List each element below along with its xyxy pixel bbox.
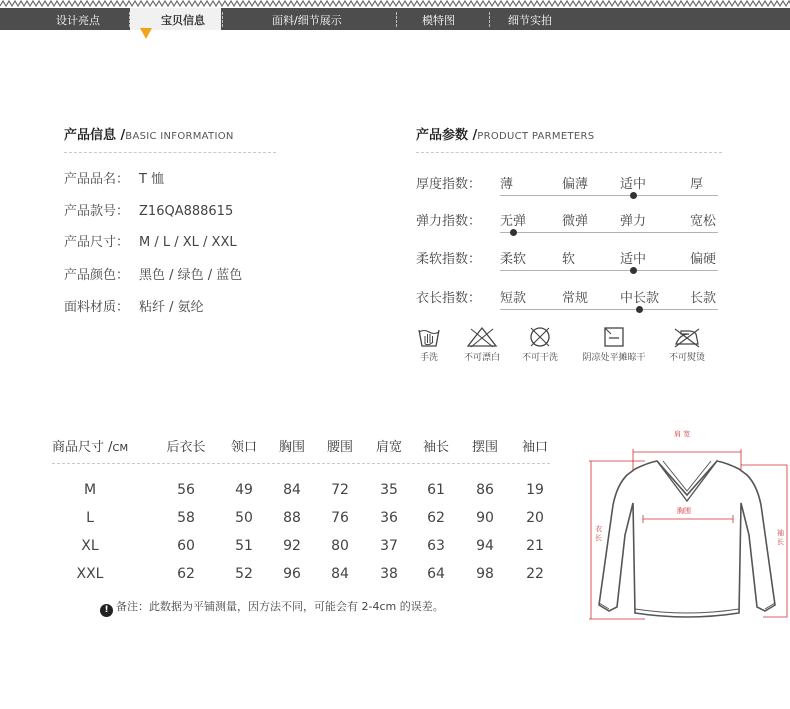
info-value: M / L / XL / XXL [139,235,237,250]
info-row-sizes [64,231,237,250]
size-label: L [86,510,94,526]
basic-info-heading: 产品信息 / [64,128,126,143]
size-column-header: 领口 [230,440,257,455]
param-option: 短款 [500,291,527,306]
param-selected-marker [630,192,637,199]
size-value-cell: 52 [235,566,253,582]
params-heading: 产品参数 / [416,128,478,143]
param-option: 长款 [690,291,717,306]
param-selected-marker [636,306,643,313]
size-value-cell: 86 [476,482,494,498]
shade-flat-dry-icon [603,326,625,348]
size-value-cell: 84 [331,566,349,582]
size-value-cell: 35 [380,482,398,498]
info-row-style-number [64,200,233,219]
size-value-cell: 80 [331,538,349,554]
size-value-cell: 90 [476,510,494,526]
tab-model-photos[interactable]: 模特图 [422,14,455,27]
zigzag-border [0,0,790,8]
size-column-header: 肩宽 [375,440,402,455]
size-column-header: 袖口 [521,440,548,455]
size-unit: CM [112,443,129,454]
divider [64,152,276,153]
param-option: 常规 [562,291,589,306]
info-value: 粘纤 / 氨纶 [139,300,204,315]
size-label: M [83,482,97,498]
info-row-material [64,296,204,315]
param-scale-line [500,232,718,233]
param-scale-line [500,309,718,310]
size-value-cell: 98 [476,566,494,582]
size-column-header: 胸围 [278,440,305,455]
care-item [574,326,654,363]
long-sleeve-tee-icon [587,425,790,625]
note-text: 备注：此数据为平铺测量，因方法不同，可能会有 2-4cm 的误差。 [116,600,444,613]
info-key: 产品款号： [64,204,130,219]
info-value: 黑色 / 绿色 / 蓝色 [139,268,243,283]
size-value-cell: 21 [526,538,544,554]
nav-separator [396,12,397,27]
param-option: 弹力 [620,214,647,229]
size-column-header: 摆围 [471,440,498,455]
no-dry-clean-icon [528,326,552,348]
info-row-name [64,168,164,187]
tab-product-info[interactable]: 宝贝信息 [161,14,205,27]
shoulder-width-label: 肩 宽 [674,430,691,438]
info-key: 面料材质： [64,300,130,315]
param-option: 适中 [620,177,647,192]
size-value-cell: 19 [526,482,544,498]
size-value-cell: 96 [283,566,301,582]
params-subtitle: PRODUCT PARMETERS [477,131,595,142]
size-value-cell: 62 [177,566,195,582]
care-item [416,326,442,363]
size-value-cell: 88 [283,510,301,526]
care-label: 不可熨烫 [668,353,705,363]
care-label: 手洗 [419,353,438,363]
care-label: 不可干洗 [521,353,558,363]
size-value-cell: 94 [476,538,494,554]
length-label: 衣长 [595,525,602,542]
warning-icon: ! [100,604,113,617]
basic-info-title [64,124,234,143]
sleeve-length-label: 袖长 [777,529,784,546]
no-iron-icon [672,326,702,348]
size-label: XXL [76,566,104,582]
size-table-heading: 商品尺寸 / [52,440,113,455]
param-scale-line [500,195,718,196]
size-value-cell: 51 [235,538,253,554]
size-value-cell: 76 [331,510,349,526]
hand-wash-icon [417,326,441,348]
size-column-header: 后衣长 [166,440,206,455]
size-value-cell: 56 [177,482,195,498]
size-value-cell: 36 [380,510,398,526]
basic-info-subtitle: BASIC INFORMATION [125,131,234,142]
param-option: 中长款 [620,291,660,306]
param-label: 柔软指数： [416,252,482,267]
nav-separator [129,12,130,27]
param-selected-marker [630,267,637,274]
info-row-colors [64,264,242,283]
info-key: 产品尺寸： [64,235,130,250]
info-value: T 恤 [139,172,165,187]
garment-diagram [587,425,790,625]
size-value-cell: 49 [235,482,253,498]
info-key: 产品品名： [64,172,130,187]
param-option: 薄 [500,177,514,192]
param-option: 偏薄 [562,177,589,192]
info-key: 产品颜色： [64,268,130,283]
care-label: 阴凉处平摊晾干 [582,353,646,363]
care-label: 不可漂白 [463,353,500,363]
divider [416,152,722,153]
tab-detail-shots[interactable]: 细节实拍 [508,14,552,27]
chest-label: 胸围 [677,507,691,515]
size-value-cell: 62 [427,510,445,526]
param-label: 衣长指数： [416,291,482,306]
param-scale-line [500,270,718,271]
top-nav [0,0,790,30]
no-bleach-icon [465,326,499,348]
care-item [458,326,506,363]
tab-fabric-details[interactable]: 面料/细节展示 [272,14,342,27]
params-title [416,124,594,143]
param-option: 宽松 [690,214,717,229]
size-value-cell: 50 [235,510,253,526]
nav-bar [0,8,790,30]
care-item [662,326,712,363]
param-selected-marker [510,229,517,236]
param-option: 微弹 [562,214,589,229]
size-value-cell: 63 [427,538,445,554]
divider [52,463,550,464]
size-value-cell: 72 [331,482,349,498]
size-column-header: 腰围 [326,440,353,455]
param-option: 柔软 [500,252,527,267]
size-value-cell: 84 [283,482,301,498]
param-option: 厚 [690,177,704,192]
size-label: XL [81,538,99,554]
tab-design-highlights[interactable]: 设计亮点 [56,14,100,27]
care-item [516,326,564,363]
measurement-note [100,598,444,617]
param-option: 无弹 [500,214,527,229]
size-value-cell: 60 [177,538,195,554]
size-value-cell: 58 [177,510,195,526]
size-table-title [52,436,128,455]
param-option: 适中 [620,252,647,267]
size-value-cell: 61 [427,482,445,498]
param-label: 厚度指数： [416,177,482,192]
info-value: Z16QA888615 [139,204,234,219]
size-value-cell: 20 [526,510,544,526]
size-value-cell: 64 [427,566,445,582]
active-tab-arrow-icon [140,28,152,39]
nav-separator [222,12,223,27]
size-column-header: 袖长 [422,440,449,455]
param-label: 弹力指数： [416,214,482,229]
size-value-cell: 38 [380,566,398,582]
param-option: 偏硬 [690,252,717,267]
nav-separator [489,12,490,27]
param-option: 软 [562,252,576,267]
size-value-cell: 22 [526,566,544,582]
size-value-cell: 92 [283,538,301,554]
size-value-cell: 37 [380,538,398,554]
